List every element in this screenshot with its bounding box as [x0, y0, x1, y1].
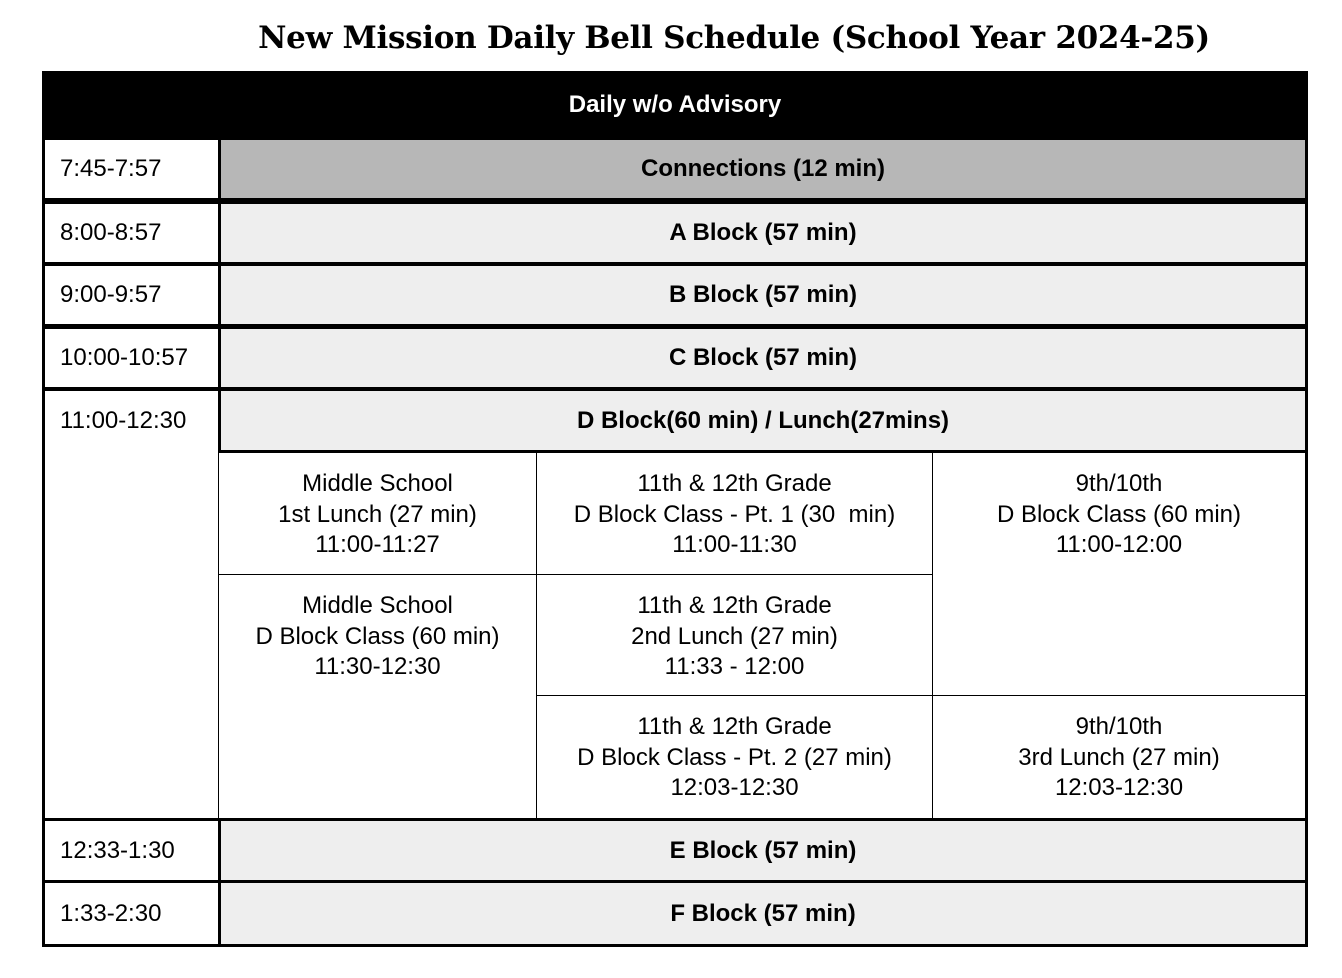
period-label: D Block Class (60 min): [255, 622, 500, 650]
table-header: Daily w/o Advisory: [42, 71, 1308, 138]
period-label: D Block Class - Pt. 2 (27 min): [577, 743, 892, 771]
middle-school-class-cell: [218, 574, 537, 820]
time-cell-e-block: 12:33-1:30: [42, 818, 221, 883]
time-cell-f-block: 1:33-2:30: [42, 880, 221, 947]
block-cell-connections: Connections (12 min): [218, 137, 1308, 201]
group-label: 11th & 12th Grade: [637, 592, 832, 619]
group-label: Middle School: [302, 470, 453, 497]
period-label: D Block Class (60 min): [996, 500, 1242, 528]
group-label: 11th & 12th Grade: [637, 713, 832, 740]
time-cell-c-block: 10:00-10:57: [42, 326, 221, 390]
period-label: 1st Lunch (27 min): [278, 500, 477, 528]
period-time: 12:03-12:30: [670, 774, 799, 801]
period-time: 11:00-12:00: [1055, 531, 1183, 558]
upper-grade-class-pt2-cell: [536, 695, 933, 820]
block-cell-a-block: A Block (57 min): [218, 201, 1308, 265]
time-cell-a-block: 8:00-8:57: [42, 201, 221, 265]
upper-grade-class-pt1-cell: [536, 452, 933, 575]
time-cell-b-block: 9:00-9:57: [42, 263, 221, 327]
period-time: 12:03-12:30: [1054, 774, 1184, 801]
upper-grade-lunch-cell: [536, 574, 933, 696]
page-title: New Mission Daily Bell Schedule (School Year 2024-25): [258, 20, 1210, 56]
block-cell-d-block: D Block(60 min) / Lunch(27mins): [218, 388, 1308, 453]
group-label: Middle School: [302, 592, 453, 619]
block-cell-f-block: F Block (57 min): [218, 880, 1308, 947]
schedule-table: [42, 71, 1308, 947]
period-label: 3rd Lunch (27 min): [1018, 743, 1220, 771]
period-label: 2nd Lunch (27 min): [631, 622, 838, 650]
period-time: 11:00-11:27: [315, 531, 440, 558]
period-time: 11:00-11:30: [672, 531, 797, 558]
group-label: 11th & 12th Grade: [637, 470, 832, 497]
block-cell-c-block: C Block (57 min): [218, 326, 1308, 390]
time-cell-d-block: 11:00-12:30: [42, 388, 221, 821]
block-cell-e-block: E Block (57 min): [218, 818, 1308, 883]
middle-school-lunch-cell: [218, 452, 537, 575]
period-time: 11:33 - 12:00: [664, 653, 805, 680]
period-time: 11:30-12:30: [314, 653, 441, 680]
lower-grade-lunch-cell: [932, 695, 1308, 820]
group-label: 9th/10th: [1075, 470, 1163, 497]
group-label: 9th/10th: [1075, 713, 1163, 740]
time-cell-connections: 7:45-7:57: [42, 137, 221, 201]
lower-grade-class-cell: [932, 452, 1308, 696]
period-label: D Block Class - Pt. 1 (30 min): [573, 500, 896, 528]
block-cell-b-block: B Block (57 min): [218, 263, 1308, 327]
